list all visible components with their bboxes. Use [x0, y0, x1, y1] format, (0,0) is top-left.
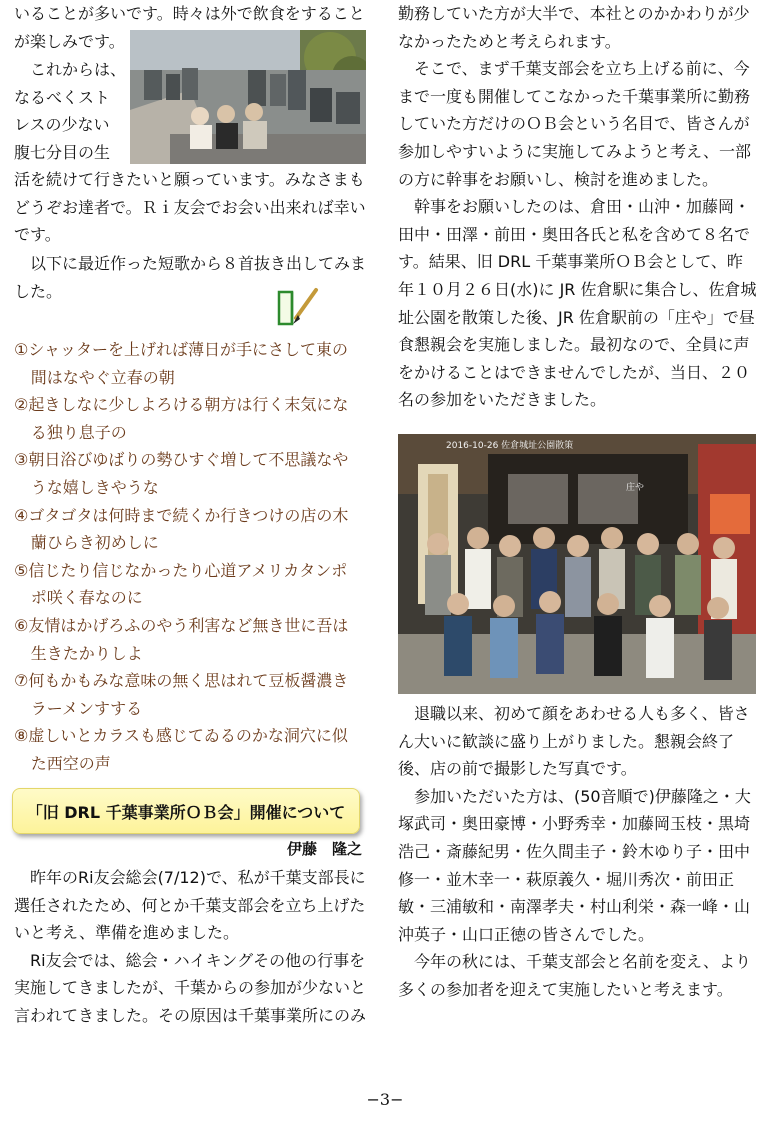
- article-title: 「旧 DRL 千葉事業所ＯＢ会」開催について: [26, 802, 346, 822]
- wrap-line-4: 腹七分目の生: [14, 142, 111, 162]
- article-paragraph: Ri友会では、総会・ハイキングその他の行事を実施してきましたが、千葉からの参加が少ないと言われてきました。その原因は千葉事業所にのみ: [14, 950, 367, 1025]
- wrap-line-2: なるべくスト: [14, 87, 111, 107]
- right-paragraph: 今年の秋には、千葉支部会と名前を変え、より多くの参加者を迎えて実施したいと考えます。: [398, 952, 751, 999]
- right-bottom-body: [398, 700, 758, 1004]
- tanka-item: ⑦何もかもみな意味の無く思はれて豆板醤濃きラーメンすする: [14, 671, 349, 718]
- intro-line-1: いることが多いです。時々は外で飲食をすること: [14, 4, 365, 23]
- wrap-line-3: レスの少ない: [14, 115, 110, 135]
- author: 伊藤 隆之: [286, 840, 362, 858]
- article-body: [14, 864, 366, 1030]
- cemetery-photo: [130, 30, 366, 164]
- after-wrap-paragraph: 活を続けて行きたいと願っています。みなさまもどうぞお達者で。Ｒｉ友会でお会い出来れば幸いです。: [14, 170, 366, 245]
- tanka-item: ③朝日浴びゆばりの勢ひすぐ増して不思議なやうな嬉しきやうな: [14, 450, 349, 497]
- right-paragraph: 退職以来、初めて顔をあわせる人も多く、皆さん大いに歓談に盛り上がりました。懇親会終了後、店の前で撮影した写真です。: [398, 704, 750, 779]
- right-top-body: [398, 0, 758, 414]
- right-paragraph: 幹事をお願いしたのは、倉田・山沖・加藤岡・田中・田澤・前田・奥田各氏と私を含めて８名です。結果、旧 DRL 千葉事業所ＯＢ会として、昨年１０月２６日(水)に JR 佐倉駅に集合し、佐倉城址公園を散策した後、JR 佐倉駅前の「庄や」で昼食懇親会を実施しました。最初なので、全員に声をかけることはできませんでしたが、当日、２０名の参加をいただきました。: [398, 197, 757, 410]
- right-paragraph: そこで、まず千葉支部会を立ち上げる前に、今まで一度も開催してこなかった千葉事業所に勤務していた方だけのＯＢ会という名目で、皆さんが参加しやすいように実施してみようと考え、一部の方に幹事をお願いし、検討を進めました。: [398, 59, 751, 189]
- group-photo: [398, 434, 756, 694]
- shop-sign: 庄や: [626, 483, 645, 493]
- tanka-intro: 以下に最近作った短歌から８首抜き出してみました。: [14, 254, 367, 301]
- article-title-box: [12, 788, 360, 834]
- right-paragraph: 勤務していた方が大半で、本社とのかかわりが少なかったためと考えられます。: [398, 4, 750, 51]
- page-number: −3−: [366, 1090, 404, 1109]
- tanka-item: ⑧虚しいとカラスも感じてゐるのかな洞穴に似た西空の声: [14, 726, 348, 773]
- tanka-item: ⑤信じたり信じなかったり心道アメリカタンポポ咲く春なのに: [14, 560, 348, 608]
- tanka-list: [14, 336, 360, 778]
- tanka-item: ①シャッターを上げれば薄日が手にさして東の間はなやぐ立春の朝: [14, 340, 349, 387]
- wrap-text: [14, 56, 129, 166]
- tanka-item: ④ゴタゴタは何時まで続くか行きつけの店の木蘭ひらき初めしに: [14, 505, 349, 553]
- tanka-item: ②起きしなに少しよろける朝方は行く末気になる独り息子の: [14, 395, 349, 442]
- article-paragraph: 昨年のRi友会総会(7/12)で、私が千葉支部長に選任されたため、何とか千葉支部会を立ち上げたいと考え、準備を進めました。: [14, 868, 366, 943]
- intro-line-2: が楽しみです。: [14, 32, 125, 51]
- tanka-item: ⑥友情はかげろふのやう利害など無き世に吾は生きたかりしよ: [14, 615, 349, 663]
- photo-caption-stamp: 2016-10-26 佐倉城址公園散策: [446, 441, 574, 451]
- brush-pen-icon: [276, 286, 322, 330]
- right-paragraph: 参加いただいた方は、(50音順で)伊藤隆之・大塚武司・奥田豪博・小野秀幸・加藤岡玉枝・黒埼浩己・斎藤紀男・佐久間圭子・鈴木ゆり子・田中修一・並木幸一・萩原義久・堀川秀次・前田正敏・三浦敏和・南澤孝夫・村山利栄・森一峰・山沖英子・山口正徳の皆さんでした。: [398, 786, 751, 944]
- wrap-line-1: これからは、: [30, 60, 127, 79]
